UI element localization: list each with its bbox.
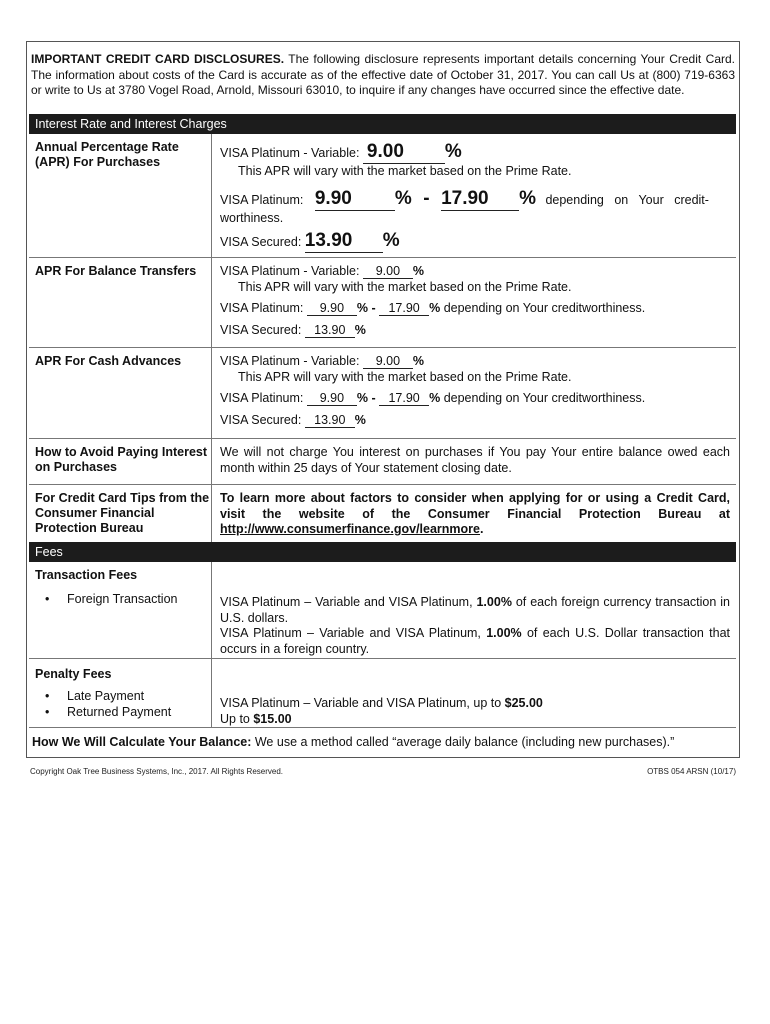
purchases-range-dash: - (423, 187, 430, 209)
row-penalty-fees (29, 659, 736, 728)
credit-card-tips-text: To learn more about factors to consider when applying for or using a Credit Card, visit the website of the Consumer Financial Protection Bureau at (220, 491, 730, 521)
bt-platinum-high-field[interactable] (379, 302, 429, 316)
late-payment-item: • Late Payment (45, 688, 211, 704)
row-apr-purchases (29, 134, 736, 258)
penalty-fees-label: Penalty Fees (35, 667, 112, 681)
purchases-platinum-low-percent: % (394, 187, 412, 209)
foreign-fee-line-2-a: VISA Platinum – Variable and VISA Platinum, (220, 626, 487, 640)
purchases-secured-percent: % (382, 230, 400, 251)
bt-platinum-label: VISA Platinum: (220, 301, 304, 315)
credit-card-tips-content (213, 485, 736, 538)
late-payment-fee-amount: $25.00 (504, 696, 543, 710)
balance-calculation-text: We use a method called “average daily balance (including new purchases).” (251, 735, 675, 749)
ca-secured-label: VISA Secured: (220, 412, 302, 427)
ca-platinum-low-field[interactable] (307, 392, 357, 406)
purchases-variable-field[interactable] (363, 142, 445, 164)
purchases-platinum-label: VISA Platinum: (220, 192, 304, 207)
foreign-fee-line-1-a: VISA Platinum – Variable and VISA Platinum, (220, 595, 477, 609)
apr-cash-advances-label: APR For Cash Advances (29, 348, 212, 438)
returned-payment-item: • Returned Payment (45, 704, 211, 720)
credit-card-tips-period: . (480, 522, 484, 536)
form-code: OTBS 054 ARSN (10/17) (647, 767, 736, 776)
avoid-interest-label: How to Avoid Paying Interest on Purchases (29, 439, 212, 484)
foreign-fee-rate-1: 1.00% (476, 595, 512, 609)
bt-secured-field[interactable] (305, 324, 355, 338)
foreign-fee-line-2 (220, 626, 730, 657)
ca-platinum-low: 9.90 (319, 391, 345, 405)
bt-variable-rate: 9.00 (375, 264, 401, 278)
purchases-note: This APR will vary with the market based on the Prime Rate. (238, 164, 572, 178)
apr-balance-transfers-label: APR For Balance Transfers (29, 258, 212, 347)
purchases-worthiness-text: worthiness. (220, 210, 284, 225)
purchases-secured-field[interactable] (305, 231, 383, 253)
copyright-notice: Copyright Oak Tree Business Systems, Inc., 2017. All Rights Reserved. (30, 767, 283, 776)
transaction-fees-cell (29, 562, 212, 658)
intro-heading: IMPORTANT CREDIT CARD DISCLOSURES. (31, 52, 285, 66)
purchases-platinum-low-field[interactable] (315, 189, 395, 211)
bt-platinum-low: 9.90 (319, 301, 345, 315)
returned-payment-fee (220, 711, 730, 727)
returned-payment-fee-amount: $15.00 (253, 712, 292, 726)
bt-variable-label: VISA Platinum - Variable: (220, 264, 360, 278)
bt-secured-percent: % (354, 322, 366, 337)
purchases-secured-label: VISA Secured: (220, 235, 302, 249)
late-payment-fee-text: VISA Platinum – Variable and VISA Platinum, up to (220, 696, 505, 710)
bt-secured-label: VISA Secured: (220, 322, 302, 337)
apr-cash-advances-content (213, 348, 736, 428)
penalty-fees-cell (29, 659, 212, 727)
intro-paragraph (31, 52, 735, 99)
purchases-platinum-high-percent: % (519, 187, 536, 209)
ca-variable-label: VISA Platinum - Variable: (220, 354, 360, 368)
ca-variable-field[interactable] (363, 355, 413, 369)
purchases-secured-rate: 13.90 (304, 230, 353, 251)
purchases-variable-percent: % (444, 141, 462, 162)
bt-secured-rate: 13.90 (314, 322, 346, 337)
row-avoid-interest (29, 439, 736, 485)
purchases-platinum-high: 17.90 (441, 187, 489, 209)
bt-variable-field[interactable] (363, 265, 413, 279)
foreign-fee-line-1 (220, 595, 730, 626)
transaction-fees-content (213, 589, 736, 657)
ca-platinum-high: 17.90 (388, 391, 420, 405)
ca-depending-text: depending on Your creditworthiness. (443, 391, 646, 405)
bt-note: This APR will vary with the market based on the Prime Rate. (238, 279, 572, 294)
purchases-variable-rate: 9.00 (366, 141, 404, 162)
foreign-fee-rate-2: 1.00% (486, 626, 522, 640)
foreign-fee-line-2-c: of each U.S. Dollar transaction that occurs in a foreign country. (220, 626, 730, 656)
disclosure-box (26, 41, 740, 758)
row-apr-cash-advances (29, 348, 736, 439)
bt-variable-percent: % (412, 264, 425, 278)
cfpb-link[interactable]: http://www.consumerfinance.gov/learnmore (220, 522, 480, 536)
balance-calculation-heading: How We Will Calculate Your Balance: (32, 735, 252, 749)
balance-calculation (32, 735, 674, 749)
ca-secured-field[interactable] (305, 414, 355, 428)
purchases-platinum-low: 9.90 (314, 187, 352, 209)
row-transaction-fees (29, 562, 736, 659)
penalty-fees-content (213, 689, 736, 727)
transaction-fees-label: Transaction Fees (35, 568, 138, 582)
purchases-variable-label: VISA Platinum - Variable: (220, 146, 360, 160)
bt-depending-text: depending on Your creditworthiness. (443, 301, 646, 315)
apr-balance-transfers-content (213, 258, 736, 338)
ca-variable-rate: 9.00 (375, 354, 401, 368)
bt-platinum-high-percent: % (429, 301, 441, 315)
ca-note: This APR will vary with the market based on the Prime Rate. (238, 369, 572, 384)
ca-secured-rate: 13.90 (314, 412, 346, 427)
bt-platinum-high: 17.90 (388, 301, 420, 315)
row-apr-balance-transfers (29, 258, 736, 348)
late-payment-fee (220, 695, 730, 711)
section-header-interest: Interest Rate and Interest Charges (29, 114, 736, 134)
ca-platinum-high-field[interactable] (379, 392, 429, 406)
apr-purchases-content (213, 134, 736, 253)
ca-platinum-label: VISA Platinum: (220, 391, 304, 405)
ca-secured-percent: % (354, 412, 366, 427)
ca-variable-percent: % (412, 354, 425, 368)
row-credit-card-tips (29, 485, 736, 542)
intro-text: The following disclosure represents important details concerning Your Credit Card. The information about costs of the Card is accurate as of the effective date of October 31, 2017. You can call Us at (800) 719-6363 or write to Us at 3780 Vogel Road, Arnold, Missouri 63010, to inquire if any changes have occurred since the effective date. (31, 52, 735, 97)
apr-purchases-label: Annual Percentage Rate (APR) For Purchases (29, 134, 212, 257)
returned-payment-fee-text: Up to (220, 712, 254, 726)
bt-platinum-low-field[interactable] (307, 302, 357, 316)
purchases-platinum-high-field[interactable] (441, 189, 519, 211)
ca-platinum-low-percent: % - (356, 391, 376, 405)
foreign-transaction-item: • Foreign Transaction (45, 591, 211, 607)
ca-platinum-high-percent: % (429, 391, 441, 405)
avoid-interest-text: We will not charge You interest on purchases if You pay Your entire balance owed each month within 25 days of Your statement closing date. (220, 445, 730, 475)
bt-platinum-low-percent: % - (356, 301, 376, 315)
purchases-depending-text: depending on Your credit- (545, 192, 709, 207)
credit-card-tips-label: For Credit Card Tips from the Consumer Financial Protection Bureau (29, 485, 212, 542)
foreign-fee-line-1-c: of each foreign currency transaction in U.S. dollars. (220, 595, 730, 625)
section-header-fees: Fees (29, 542, 736, 562)
